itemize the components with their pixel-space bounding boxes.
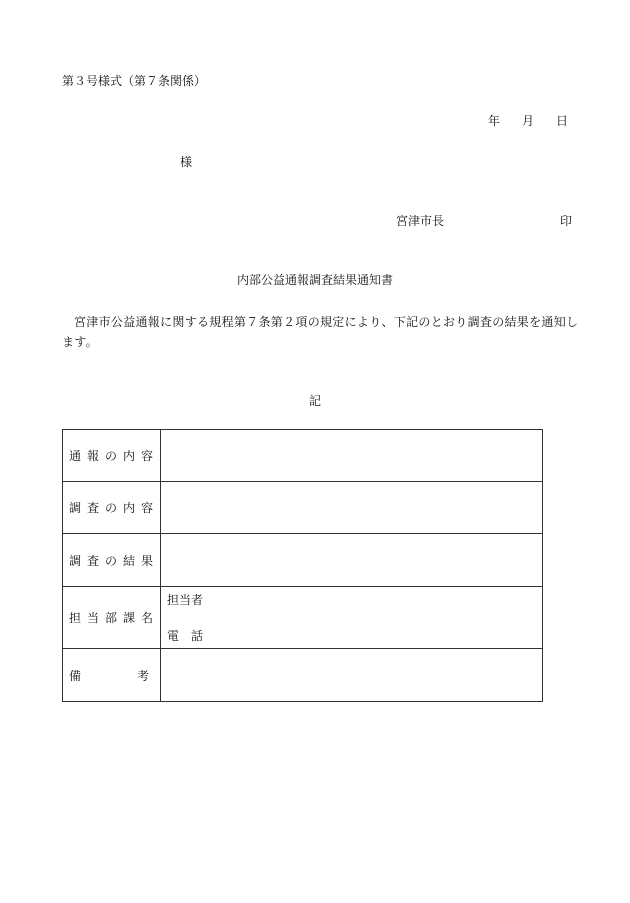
table-row [63, 587, 543, 649]
row-label-investigation-result: 調査の結果 [63, 534, 161, 587]
table-row [63, 534, 543, 587]
date-line [488, 112, 568, 129]
table-row [63, 649, 543, 702]
date-day-label: 日 [556, 114, 569, 128]
seal-mark: 印 [560, 214, 573, 228]
phone-label: 電話 [167, 629, 216, 643]
remarks-label-left: 備 [69, 668, 82, 683]
row-label-remarks [63, 649, 161, 702]
table-row [63, 430, 543, 482]
remarks-label-right: 考 [136, 668, 149, 683]
row-label-department: 担当部課名 [63, 587, 161, 649]
body-text: 宮津市公益通報に関する規程第７条第２項の規定により、下記のとおり調査の結果を通知します。 [62, 315, 579, 349]
remarks-field[interactable] [161, 649, 543, 702]
row-label-investigation-content: 調査の内容 [63, 482, 161, 534]
details-table [62, 429, 543, 702]
sender-name: 宮津市長 [396, 214, 445, 228]
ki-heading: 記 [308, 394, 321, 408]
investigation-result-field[interactable] [161, 534, 543, 587]
document-title: 内部公益通報調査結果通知書 [236, 273, 393, 287]
table-row [63, 482, 543, 534]
date-month-label: 月 [522, 114, 535, 128]
date-year-label: 年 [488, 114, 501, 128]
report-content-field[interactable] [161, 430, 543, 482]
row-label-report-content: 通報の内容 [63, 430, 161, 482]
addressee-honorific: 様 [180, 155, 193, 169]
department-field[interactable] [161, 587, 543, 649]
investigation-content-field[interactable] [161, 482, 543, 534]
form-number: 第３号様式（第７条関係） [62, 74, 207, 88]
person-in-charge-label: 担当者 [167, 593, 204, 607]
